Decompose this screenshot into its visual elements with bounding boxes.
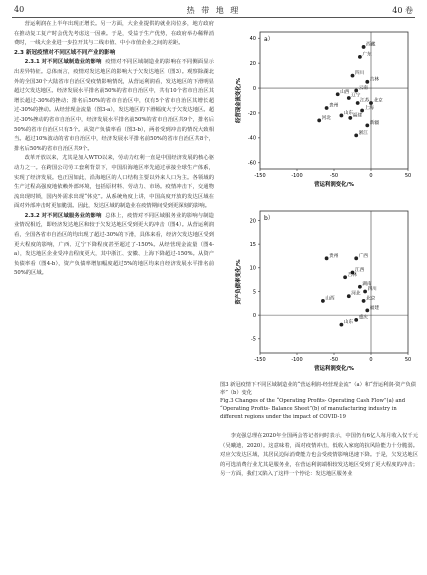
- point-label: 四川: [367, 286, 377, 292]
- paragraph: 李克强总理在2020年全国两会答记者问时表示，中国仍有6亿人每月收入仅千元（吴曦迪，2020）。这意味着，面对疫情冲击，低收入家庭的抗风险能力十分脆弱。对应欠发达区域，其居民边际消费能力也会受疫情影响迅速下降。于是，欠发达地区的可选消费行业尤其是服务业，在营运利润端相较发达地区受到了更大程度的冲击；另一方面，我们又陷入了这样一个悖论：发达地区服务业: [220, 433, 418, 478]
- point-label: 云南: [358, 86, 368, 92]
- left-text-column: [14, 20, 214, 279]
- y-tick-label: -40: [247, 135, 256, 142]
- data-point: [336, 92, 340, 96]
- data-point: [363, 290, 367, 294]
- data-point: [362, 45, 366, 49]
- y-tick-label: 0: [252, 312, 256, 319]
- data-point: [354, 256, 358, 260]
- panel-label: a）: [264, 36, 274, 43]
- section-heading: 2.3 新冠疫情对不同区域不同产业的影响: [14, 49, 116, 56]
- x-axis-label: 营运利润变化/%: [314, 182, 354, 188]
- point-label: 福建: [369, 305, 380, 311]
- data-point: [348, 116, 352, 120]
- data-point: [317, 119, 321, 123]
- y-tick-label: 20: [249, 218, 256, 225]
- x-tick-label: -100: [291, 357, 303, 363]
- header-rule: [12, 17, 415, 18]
- y-tick-label: 0: [252, 85, 256, 92]
- point-label: 江苏: [360, 98, 370, 104]
- data-point: [365, 80, 369, 84]
- data-point: [347, 96, 351, 100]
- y-tick-label: -5: [251, 336, 256, 343]
- page-number: 40: [14, 5, 25, 14]
- x-tick-label: 0: [369, 173, 373, 179]
- point-label: 重庆: [358, 315, 368, 321]
- plot-frame: [260, 32, 408, 169]
- point-label: 江西: [355, 268, 365, 274]
- data-point: [365, 124, 369, 128]
- point-label: 浙江: [358, 130, 368, 136]
- y-axis-label: 资产负债率变化/%: [236, 259, 242, 305]
- point-label: 吉林: [347, 272, 357, 278]
- y-tick-label: 40: [249, 36, 256, 43]
- point-label: 四川: [355, 71, 365, 77]
- data-point: [354, 133, 358, 137]
- point-label: 上海: [364, 105, 374, 111]
- y-tick-label: 5: [252, 289, 256, 296]
- caption-chinese: 图3 新冠疫情下不同区域制造业的“营运利润-经营现金流”（a）和“营运利润-资产负债率”（b）变化: [220, 382, 416, 396]
- point-label: 山东: [343, 110, 354, 116]
- data-point: [354, 89, 358, 93]
- point-label: 北京: [366, 296, 376, 302]
- paragraph: 营运利润在上半年出现正增长。另一方面，大企业提供的就业岗位多，地方政府在推动复工复产时会优先考虑这一因素。于是，受益于生产优势，在政府举办稀释消费时，一线大企业进一步拉开其与二线市值、中小市值企业之间的差距。: [14, 21, 214, 47]
- point-label: 河北: [351, 291, 361, 297]
- point-label: 辽宁: [351, 93, 361, 99]
- data-point: [340, 114, 344, 118]
- figure-caption: [220, 381, 418, 421]
- x-tick-label: 0: [369, 357, 373, 363]
- subsection-paragraph: [14, 212, 214, 279]
- point-label: 西藏: [366, 42, 376, 48]
- data-point: [360, 109, 364, 113]
- data-point: [347, 294, 351, 298]
- caption-english: Fig.3 Changes of the “Operating Profits- Operating Cash Flow”(a) and “Operating Profits- Balance Sheet”(b) of manufacturing industry in different regions under the impact of COVID-19: [220, 398, 406, 420]
- data-point: [340, 323, 344, 327]
- data-point: [354, 318, 358, 322]
- data-point: [325, 106, 329, 110]
- y-tick-label: 20: [249, 60, 256, 67]
- journal-title: 热 带 地 理: [186, 6, 241, 15]
- y-tick-label: -60: [247, 160, 256, 167]
- volume-label: 40 卷: [392, 6, 413, 15]
- x-tick-label: -100: [291, 173, 303, 179]
- point-label: 吉林: [369, 77, 380, 83]
- subsection-title: 2.3.2 对不同区域服务业的影响: [24, 212, 102, 219]
- data-point: [358, 55, 362, 59]
- point-label: 广东: [362, 52, 372, 58]
- data-point: [365, 309, 369, 313]
- panel-label: b）: [264, 215, 274, 222]
- point-label: 山西: [325, 296, 335, 302]
- point-label: 湖南: [362, 282, 372, 288]
- y-tick-label: 15: [249, 241, 256, 248]
- x-axis-label: 营运利润变化/%: [314, 366, 354, 372]
- y-tick-label: 10: [249, 265, 256, 272]
- scatter-chart-a: [218, 22, 418, 197]
- x-tick-label: 50: [404, 173, 412, 179]
- point-label: 山东: [343, 320, 354, 326]
- point-label: 河北: [321, 115, 331, 121]
- data-point: [369, 101, 373, 105]
- subsection-paragraph: [14, 58, 214, 154]
- scatter-chart-b: [218, 201, 418, 381]
- x-tick-label: -150: [254, 173, 266, 179]
- x-tick-label: 50: [404, 357, 412, 363]
- y-axis-label: 经营现金流变化/%: [236, 77, 242, 124]
- data-point: [351, 74, 355, 78]
- data-point: [325, 256, 329, 260]
- x-tick-label: -150: [254, 357, 266, 363]
- point-label: 福建: [352, 113, 362, 119]
- subsection-title: 2.3.1 对不同区域制造业的影响: [24, 59, 102, 66]
- point-label: 山西: [340, 89, 350, 95]
- point-label: 贵州: [329, 253, 339, 259]
- x-tick-label: -50: [329, 173, 339, 179]
- point-label: 北京: [373, 98, 383, 104]
- data-point: [362, 299, 366, 303]
- point-label: 广西: [358, 253, 368, 259]
- data-point: [343, 275, 347, 279]
- y-tick-label: -20: [247, 110, 256, 117]
- data-point: [321, 299, 325, 303]
- subsection-body: 总体上，疫情对不同区域服务业的影响与制造业情况相近，即经济发达地区和较于欠发达地区受到更大的冲击（图4）。从营运利润看，全国各省市自治区的均出现了超过-30%的下滑，具体来看，经济欠发达地区受到更大程度的影响，广西、辽宁下降程度甚至超过了-150%。从经营现金流量（图4-a），发达地区企业受冲击程度更大，其中浙江、安徽、上海下降超过-150%。从资产负债率看（图4-b），资产负债率增加幅度超过5%的地区均来自经济发展水平排名前50%的区域。: [14, 212, 214, 277]
- plot-frame: [260, 211, 408, 353]
- figure-3: [218, 22, 418, 385]
- subsection-body: 疫情对不同区域制造业的影响在不同侧面显示出差异特征。总体而言，疫情对发达地区的影响大于欠发达地区（图3）。观察除湖北外的全国30个大陆省市自治区受疫情影响情况，从营运利润看，发达地区的下滑明显超过欠发达地区。经济发展水平排名前50%的省市自治区中，共有10个省市自治区其增长超过-30%的挫动；排名后50%的省市自治区中，仅有5个省市自治区其增长超过-30%的挫动。从经营现金流量（图3-a），发达地区的下滑幅度大于欠发达地区。超过-30%挫动的省市自治区中，经济发展水平排名前50%的省市自治区共9个，排名后50%的省市自治区只有5个。从资产负债率看（图3-b），两者受到冲击的情况大致相当。超过10%波动的省市自治区中，经济发展水平排名前50%的省市自治区共8个，排名后50%的省市自治区共9个。: [14, 59, 214, 152]
- page-header: [0, 0, 427, 20]
- right-text-column: [220, 432, 418, 480]
- x-tick-label: -50: [329, 357, 339, 363]
- point-label: 贵州: [329, 103, 339, 109]
- point-label: 新疆: [369, 120, 380, 126]
- data-point: [356, 101, 360, 105]
- paragraph: 改革开放以来，尤其是加入WTO以来，劳动力红利一直是中国经济发展的核心驱动力之一。在跨国公司劳工套利背景下，中国沿海地区率先通过承接全球生产体系，实现了经济发展。也正因如此，沿海地区的人口结构主要以外来人口为主。各领域的生产过程高强度地依赖外部环境，包括原材料、劳动力、市场。疫情冲击下，交通物流出现时锁，国内外需求出现“休克”。从系统角度上讲，中国高度开放的发达区域在面对外部冲击时更加脆弱。因此，发达区域的制造业在疫情期间受到更深刻的影响。: [14, 155, 214, 210]
- data-point: [358, 285, 362, 289]
